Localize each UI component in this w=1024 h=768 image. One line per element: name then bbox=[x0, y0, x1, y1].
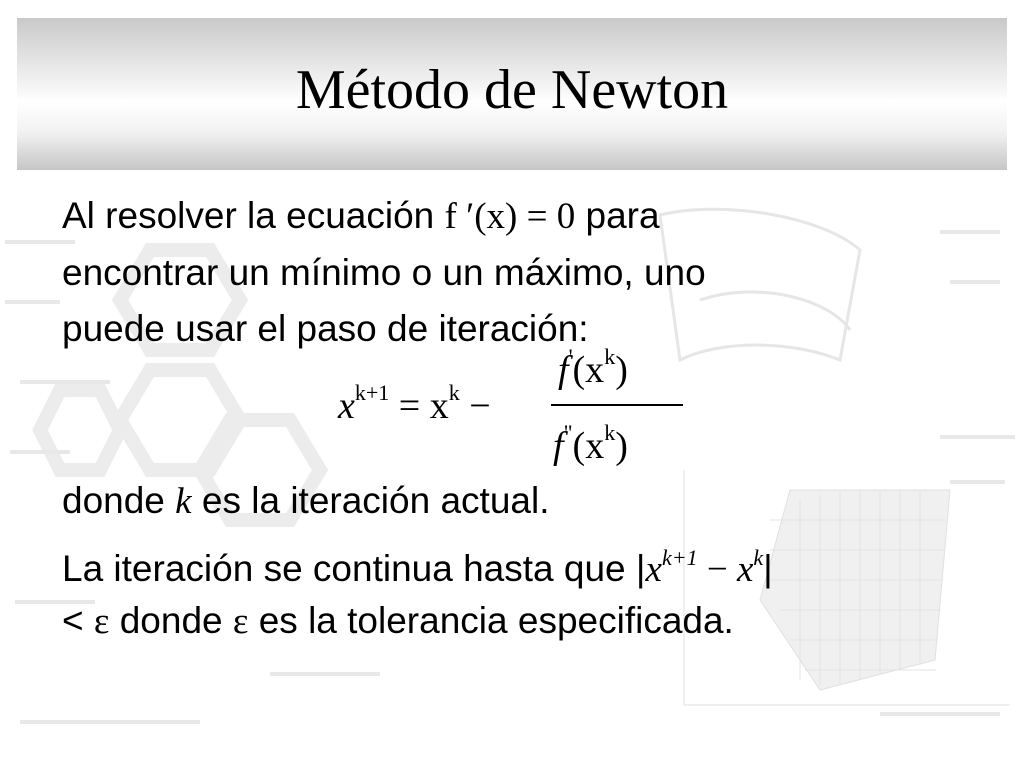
cont2-suffix: es la tolerancia especificada. bbox=[248, 600, 734, 641]
num-prime: ' bbox=[568, 344, 573, 369]
cont2-lt: < bbox=[62, 600, 94, 641]
intro-line-3: puede usar el paso de iteración: bbox=[62, 308, 589, 349]
donde-var: k bbox=[175, 481, 192, 522]
num-f: f bbox=[558, 349, 569, 391]
num-close: ) bbox=[615, 349, 628, 391]
continue-line-2 bbox=[62, 600, 734, 643]
intro-line-1-suffix: para bbox=[575, 195, 660, 236]
cont1-sup1: k+1 bbox=[661, 545, 698, 570]
equation-f-prime-zero: f ′(x) = 0 bbox=[444, 196, 576, 237]
den-arg: (x bbox=[572, 425, 605, 467]
fraction-bar bbox=[551, 404, 683, 406]
donde-line bbox=[62, 480, 549, 523]
formula-denominator bbox=[553, 420, 628, 468]
formula-eq-sup: k bbox=[448, 380, 460, 405]
den-prime: " bbox=[563, 420, 573, 445]
cont1-prefix: La iteración se continua hasta que | bbox=[62, 548, 646, 589]
newton-iteration-formula bbox=[338, 338, 698, 468]
title-band bbox=[17, 18, 1007, 170]
formula-lhs bbox=[338, 380, 491, 428]
den-arg-sup: k bbox=[604, 420, 616, 445]
formula-eq: = x bbox=[389, 385, 449, 427]
intro-line-1-prefix: Al resolver la ecuación bbox=[62, 195, 445, 236]
num-arg: (x bbox=[572, 349, 605, 391]
cont1-x2: x bbox=[736, 549, 754, 590]
formula-minus: − bbox=[459, 385, 491, 427]
intro-line-2: encontrar un mínimo o un máximo, uno bbox=[62, 252, 706, 293]
formula-lhs-var: x bbox=[338, 385, 355, 427]
cont1-x1: x bbox=[645, 549, 662, 590]
cont1-bar: | bbox=[763, 548, 773, 589]
donde-prefix: donde bbox=[62, 480, 176, 521]
epsilon-symbol-2: ε bbox=[232, 601, 249, 642]
formula-lhs-sup: k+1 bbox=[354, 380, 390, 405]
den-f: f bbox=[553, 425, 564, 467]
cont1-minus: − bbox=[697, 549, 737, 590]
den-close: ) bbox=[615, 425, 628, 467]
num-arg-sup: k bbox=[604, 344, 616, 369]
slide-title: Método de Newton bbox=[295, 59, 729, 121]
cont1-sup2: k bbox=[753, 545, 764, 570]
cont2-mid: donde bbox=[109, 600, 233, 641]
intro-line-1 bbox=[62, 188, 882, 245]
intro-paragraph bbox=[62, 188, 882, 357]
epsilon-symbol-1: ε bbox=[93, 601, 110, 642]
formula-numerator bbox=[558, 344, 628, 392]
donde-suffix: es la iteración actual. bbox=[191, 480, 550, 521]
continue-line-1 bbox=[62, 545, 773, 591]
